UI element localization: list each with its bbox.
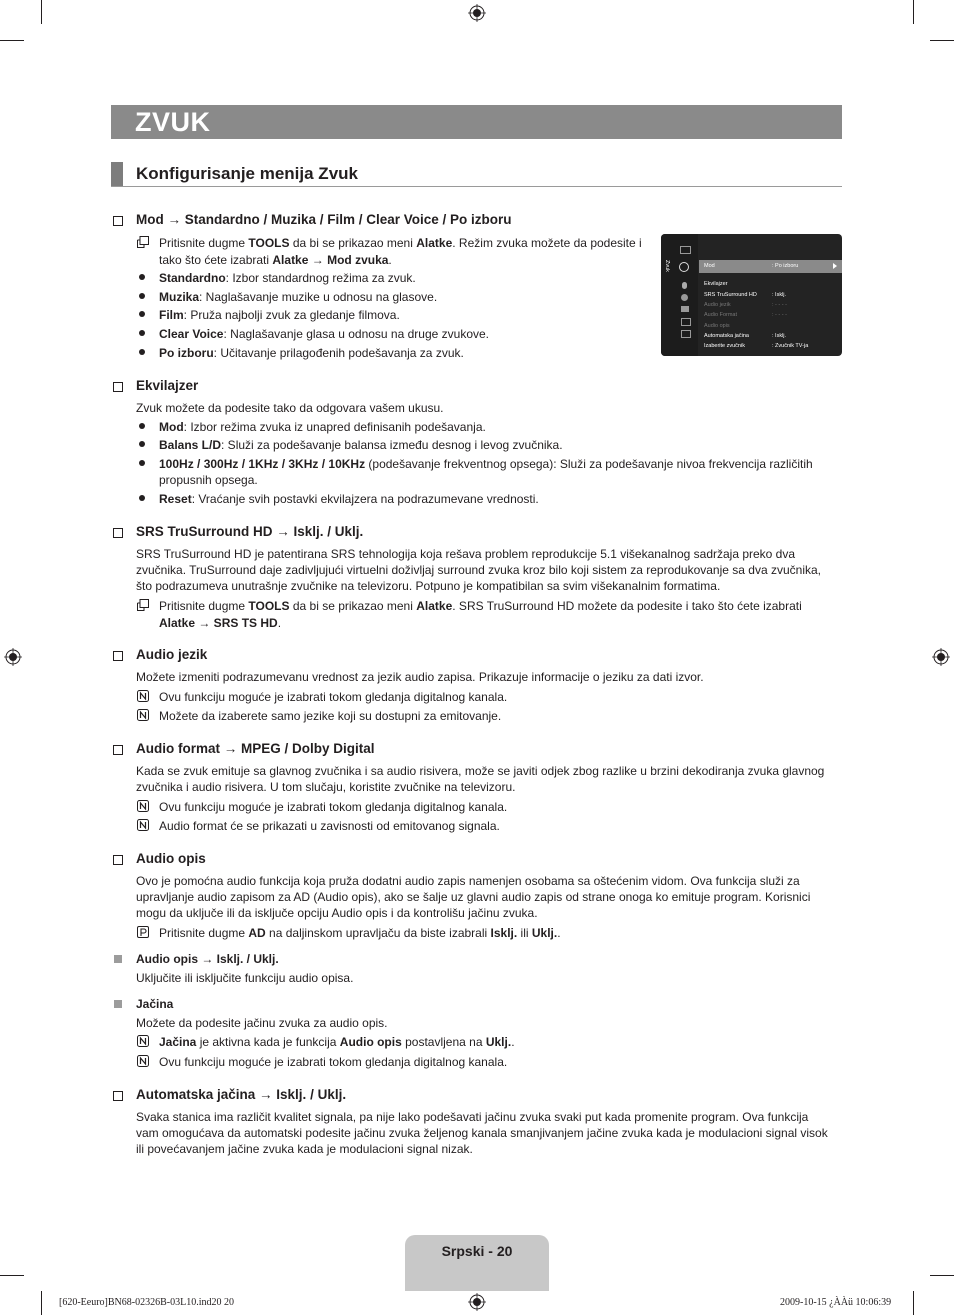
note-text: Pritisnite dugme [159,599,249,613]
srs-heading: SRS TruSurround HD → Isklj. / Uklj. [136,524,364,539]
bullet-dot [139,423,145,429]
jacina-note [159,1034,515,1050]
tv-picture-icon [680,246,691,254]
bullet-text: : Pruža najbolji zvuk za gledanje filmova. [183,308,400,322]
srs-paragraph-line: što podrazumeva unutrašnje zvučnike na televizoru. Potpuno je kompatibilan sa svim višekanalnim formatima. [136,579,721,593]
bullet-dot [139,274,145,280]
automatska-jacina-paragraph-line: ili povećavanjem jačine zvuka kada je modulacioni signal nizak. [136,1142,473,1156]
ekv-bullet-balans [159,437,563,453]
tv-menu-row-label: SRS TruSurround HD [704,292,757,298]
tv-menu-row-value: : Po izboru [772,263,799,269]
audio-format-heading: Audio format → MPEG / Dolby Digital [136,741,375,756]
crop-mark [41,0,42,24]
note-icon [137,800,149,812]
note-text: . [277,616,282,630]
note-bold: Alatke → Mod zvuka [272,253,389,267]
date-info: 2009-10-15 ¿ÀÀü 10:06:39 [780,1297,892,1308]
audio-format-paragraph-line: Kada se zvuk emituje sa glavnog zvučnika i sa audio risivera, može se javiti odjek zbog razlike u brzini dekodiranja zvuka glavnog [136,764,825,778]
crop-mark [930,40,954,41]
bullet-term: Balans L/D [159,438,222,452]
tv-support-icon [681,330,691,338]
note-text: ili [517,926,532,940]
note-icon [137,690,149,702]
jacina-sub-heading: Jačina [136,997,174,1011]
tools-note-icon [137,236,149,248]
registration-mark-icon [932,648,950,666]
sub-bullet-square [114,955,122,963]
note-bold: Isklj. [490,926,518,940]
bullet-text: : Izbor standardnog režima za zvuk. [225,271,416,285]
tv-menu-row-label: Mod [704,263,715,269]
note-text: tako što ćete izabrati [159,253,273,267]
section-divider [111,186,842,187]
tv-menu-row-label: Ekvilajzer [704,281,728,287]
bullet-dot [139,293,145,299]
note-text: Pritisnite dugme [159,926,249,940]
audio-format-note: Audio format će se prikazati u zavisnosti od emitovanog signala. [159,819,500,833]
audio-jezik-paragraph: Možete izmeniti podrazumevanu vrednost za jezik audio zapisa. Prikazuje informacije o jeziku za dati izvor. [136,670,704,684]
page-number-tab [405,1235,549,1291]
note-bold: Uklj. [485,1035,512,1049]
tv-channel-icon [682,282,687,289]
tv-menu-row-value: : Isklj. [772,292,787,298]
note-bold: TOOLS [248,236,290,250]
note-icon [137,1055,149,1067]
sub-bullet-square [114,1000,122,1008]
registration-mark-icon [4,648,22,666]
tv-menu-row-value: : - - - - [772,312,787,318]
ekv-bullet-reset [159,491,539,507]
note-text: Pritisnite dugme [159,236,249,250]
bullet-dot [139,311,145,317]
tv-menu-row-value: : Zvučnik TV-ja [772,343,809,349]
section-title: Konfigurisanje menija Zvuk [136,164,358,183]
checkbox-bullet-icon [113,216,123,226]
note-text: . SRS TruSurround HD možete da podesite i tako što ćete izabrati [452,599,802,613]
bullet-term: Film [159,308,184,322]
audio-opis-paragraph-line: mogu da uključe ili da isključe opciju Audio opis i da kontrolišu jačinu zvuka. [136,906,538,920]
audio-jezik-note: Ovu funkciju moguće je izabrati tokom gledanja digitalnog kanala. [159,690,508,704]
checkbox-bullet-icon [113,745,123,755]
tools-note-icon [137,599,149,611]
tv-menu-row-value: : - - - - [772,302,787,308]
checkbox-bullet-icon [113,382,123,392]
bullet-text: : Izbor režima zvuka iz unapred definisanih podešavanja. [183,420,486,434]
mod-heading: Mod → Standardno / Muzika / Film / Clear Voice / Po izboru [136,212,512,227]
audio-format-note: Ovu funkciju moguće je izabrati tokom gledanja digitalnog kanala. [159,800,508,814]
bullet-dot [139,349,145,355]
tv-app-icon [681,318,691,326]
ekvilajzer-intro: Zvuk možete da podesite tako da odgovara vašem ukusu. [136,401,444,415]
chapter-banner [111,105,842,139]
bullet-term: Standardno [159,271,226,285]
note-text: na daljinskom upravljaču da biste izabrali [265,926,491,940]
audio-jezik-heading: Audio jezik [136,647,208,662]
mod-note-line1 [159,235,642,251]
audio-opis-heading: Audio opis [136,851,206,866]
chapter-title: ZVUK [135,107,211,137]
file-info: [620-Eeuro]BN68-02326B-03L10.ind20 20 [59,1297,234,1308]
automatska-jacina-paragraph-line: vam omogućava da automatski podesite jačinu zvuka željenog kanala smanjivanjem jačine zvuka kada je modulacioni signal visok [136,1126,828,1140]
tv-menu-row-label: Audio Format [704,312,738,318]
section-marker [111,162,123,186]
bullet-dot [139,495,145,501]
tv-menu-side-label: Zvuk [664,260,670,272]
ekv-bullet-freq [159,456,813,472]
mod-bullet-po-izboru [159,345,464,361]
bullet-text: : Naglašavanje glasa u odnosu na druge zvukove. [223,327,489,341]
tv-setup-icon [681,294,688,301]
audio-opis-paragraph-line: upravljanje audio zapisom za AD (Audio opis), ako se šalje uz glavni audio zapis od strane onoga ko emituje program. Korisnici [136,890,811,904]
mod-note-line2 [159,252,392,268]
remote-button-icon [137,926,149,938]
bullet-text: : Naglašavanje muzike u odnosu na glasove. [199,290,438,304]
registration-mark-icon [468,1293,486,1311]
note-text: . [511,1035,515,1049]
srs-note-line2 [159,615,281,631]
automatska-jacina-heading: Automatska jačina → Isklj. / Uklj. [136,1087,347,1102]
note-text: da bi se prikazao meni [289,599,417,613]
page-number: Srpski - 20 [441,1243,513,1259]
note-bold: Alatke → SRS TS HD [159,616,278,630]
audio-opis-sub-text: Uključite ili isključite funkciju audio opisa. [136,971,354,985]
checkbox-bullet-icon [113,528,123,538]
note-text: postavljena na [401,1035,486,1049]
bullet-term: Muzika [159,290,200,304]
mod-bullet-standardno [159,270,416,286]
bullet-term: 100Hz / 300Hz / 1KHz / 3KHz / 10KHz [159,457,366,471]
crop-mark [913,1291,914,1315]
ekvilajzer-heading: Ekvilajzer [136,378,199,393]
mod-bullet-film [159,307,400,323]
note-bold: Jačina [159,1035,197,1049]
note-bold: Alatke [416,236,453,250]
checkbox-bullet-icon [113,855,123,865]
bullet-text: : Služi za podešavanje balansa između desnog i levog zvučnika. [221,438,563,452]
jacina-sub-text: Možete da podesite jačinu zvuka za audio opis. [136,1016,388,1030]
checkbox-bullet-icon [113,1091,123,1101]
bullet-term: Mod [159,420,184,434]
audio-opis-paragraph-line: Ovo je pomoćna audio funkcija koja pruža dodatni audio zapis namenjen osobama sa oštećenim vidom. Ova funkcija služi za [136,874,800,888]
bullet-dot [139,460,145,466]
crop-mark [0,1275,24,1276]
note-text: . [388,253,392,267]
bullet-dot [139,330,145,336]
checkbox-bullet-icon [113,651,123,661]
tv-arrow-icon [833,263,837,269]
bullet-text: : Učitavanje prilagođenih podešavanja za zvuk. [213,346,464,360]
tv-menu-row-label: Izaberite zvučnik [704,343,745,349]
crop-mark [930,1275,954,1276]
note-text: . [557,926,561,940]
mod-bullet-clear-voice [159,326,489,342]
note-text: . Režim zvuka možete da podesite i [452,236,642,250]
tv-menu-row-label: Audio jezik [704,302,731,308]
bullet-dot [139,441,145,447]
note-icon [137,1035,149,1047]
registration-mark-icon [468,4,486,22]
crop-mark [41,1291,42,1315]
tv-menu-row-value: : Isklj. [772,333,787,339]
bullet-text: (podešavanje frekventnog opsega): Služi za podešavanje nivoa frekvencija različitih [365,457,813,471]
tv-input-icon [681,306,689,312]
note-bold: AD [248,926,266,940]
note-text: je aktivna kada je funkcija [196,1035,340,1049]
note-bold: Audio opis [339,1035,402,1049]
ekv-bullet-mod [159,419,486,435]
audio-opis-sub-heading: Audio opis → Isklj. / Uklj. [136,952,279,966]
tv-menu-row-label: Audio opis [704,323,730,329]
note-icon [137,709,149,721]
srs-paragraph-line: zvučnika. TruSurround daje zadivljujući virtuelni doživljaj surround zvuka kroz bilo koji sistem za reprodukovanje sa dva zvučnika, [136,563,821,577]
audio-jezik-note: Možete da izaberete samo jezike koji su dostupni za emitovanje. [159,709,502,723]
jacina-note: Ovu funkciju moguće je izabrati tokom gledanja digitalnog kanala. [159,1055,508,1069]
note-bold: Uklj. [531,926,558,940]
bullet-term: Clear Voice [159,327,224,341]
crop-mark [0,40,24,41]
tv-menu-screenshot [661,234,842,356]
tv-menu-row-label: Automatska jačina [704,333,749,339]
bullet-text: : Vraćanje svih postavki ekvilajzera na podrazumevane vrednosti. [191,492,539,506]
audio-format-paragraph-line: zvučnika i audio risivera. U tom slučaju, koristite zvučnike na televizoru. [136,780,516,794]
tv-sound-icon [679,262,689,272]
bullet-term: Po izboru [159,346,214,360]
tv-menu-selected-row [699,260,842,273]
srs-paragraph-line: SRS TruSurround HD je patentirana SRS tehnologija koja rešava problem reprodukcije 5.1 višekanalnog sadržaja preko dva [136,547,796,561]
srs-note-line1 [159,598,802,614]
mod-bullet-muzika [159,289,437,305]
note-bold: Alatke [416,599,453,613]
bullet-term: Reset [159,492,192,506]
note-text: da bi se prikazao meni [289,236,417,250]
audio-opis-note [159,925,561,941]
automatska-jacina-paragraph-line: Svaka stanica ima različit kvalitet signala, pa nije lako podešavati jačinu zvuka svaki put kada promenite program. Ova funkcija [136,1110,809,1124]
crop-mark [913,0,914,24]
note-icon [137,819,149,831]
ekv-bullet-freq-cont: propusnih opsega. [159,473,258,487]
note-bold: TOOLS [248,599,290,613]
